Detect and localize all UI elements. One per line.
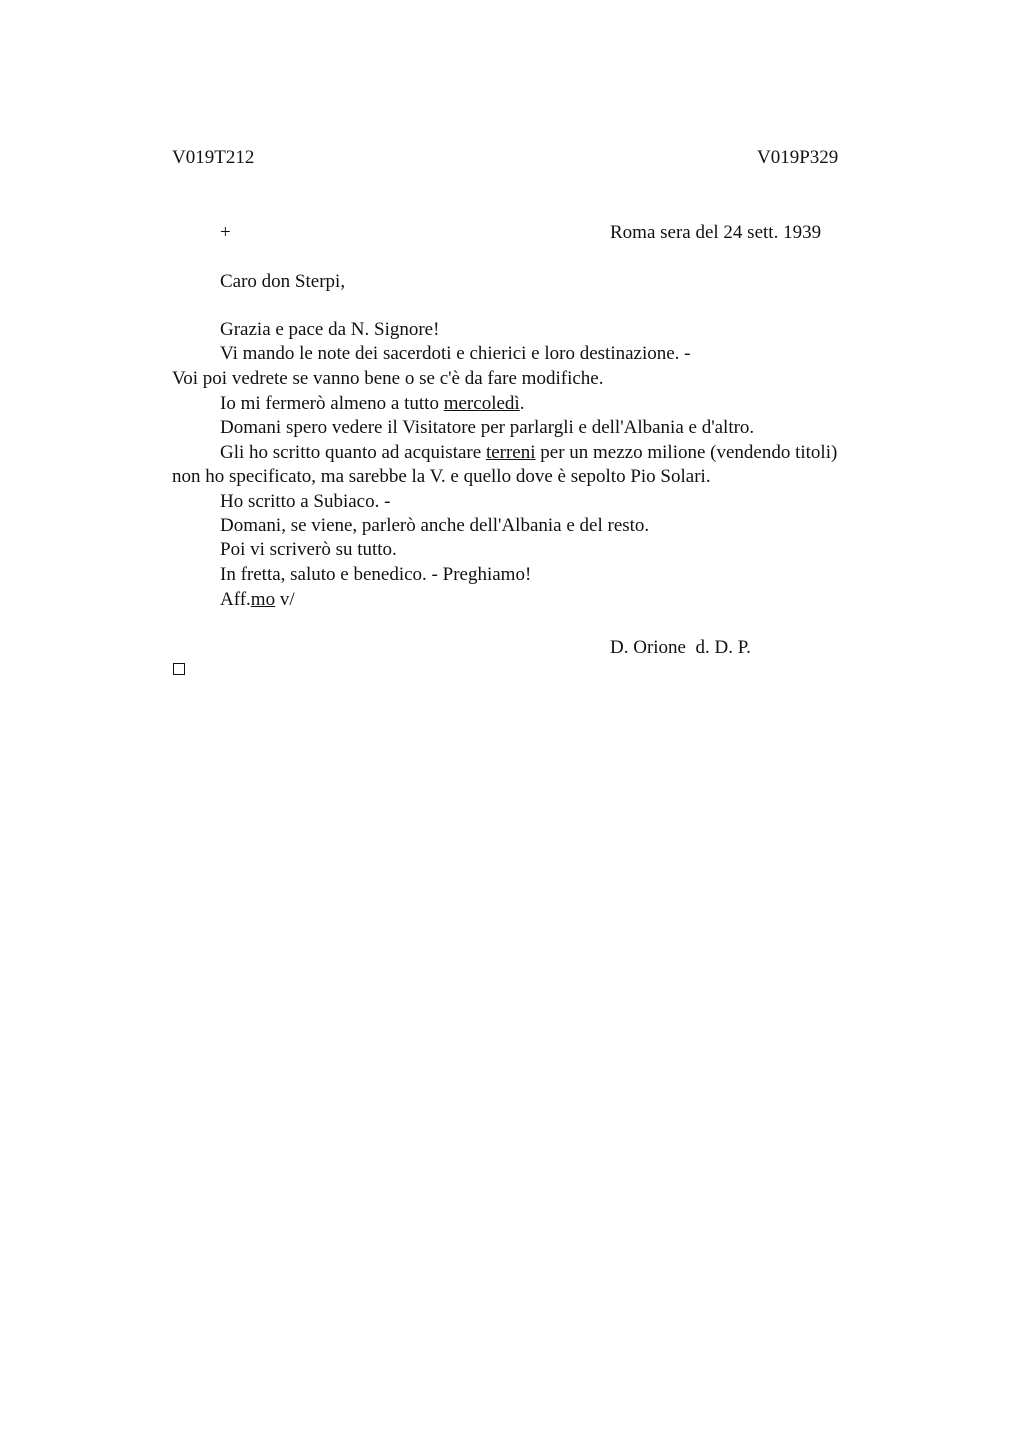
body-line-6-post: per un mezzo milione (vendendo titoli) (535, 442, 838, 463)
salutation: Caro don Sterpi, (220, 271, 346, 292)
body-line-11: In fretta, saluto e benedico. - Preghiamo! (220, 564, 532, 585)
body-line-3: Voi poi vedrete se vanno bene o se c'è da fare modifiche. (172, 368, 604, 389)
signature: D. Orione d. D. P. (610, 637, 751, 658)
body-line-6 (220, 441, 837, 465)
underlined-word-mercoledi: mercoledì (443, 393, 520, 414)
cross-symbol: + (220, 222, 231, 243)
place-date: Roma sera del 24 sett. 1939 (610, 222, 822, 243)
header-right-code: V019P329 (757, 147, 839, 168)
body-line-2: Vi mando le note dei sacerdoti e chierici e loro destinazione. - (220, 343, 691, 364)
body-line-4-post: . (519, 393, 525, 414)
end-square-icon (173, 663, 185, 675)
body-line-1: Grazia e pace da N. Signore! (220, 319, 440, 340)
body-line-4-pre: Io mi fermerò almeno a tutto (220, 393, 444, 414)
header-left-code: V019T212 (172, 147, 255, 168)
underlined-word-terreni: terreni (485, 442, 536, 463)
body-line-10: Poi vi scriverò su tutto. (220, 539, 397, 560)
body-line-5: Domani spero vedere il Visitatore per parlargli e dell'Albania e d'altro. (220, 417, 755, 438)
body-line-9: Domani, se viene, parlerò anche dell'Albania e del resto. (220, 515, 650, 536)
closing-line (220, 588, 295, 612)
body-line-7: non ho specificato, ma sarebbe la V. e quello dove è sepolto Pio Solari. (172, 466, 711, 487)
body-line-8: Ho scritto a Subiaco. - (220, 491, 391, 512)
body-line-6-pre: Gli ho scritto quanto ad acquistare (220, 442, 486, 463)
closing-post: v/ (275, 589, 295, 610)
closing-pre: Aff. (220, 589, 251, 610)
underlined-abbrev-mo: mo (250, 589, 276, 610)
body-line-4 (220, 392, 524, 416)
